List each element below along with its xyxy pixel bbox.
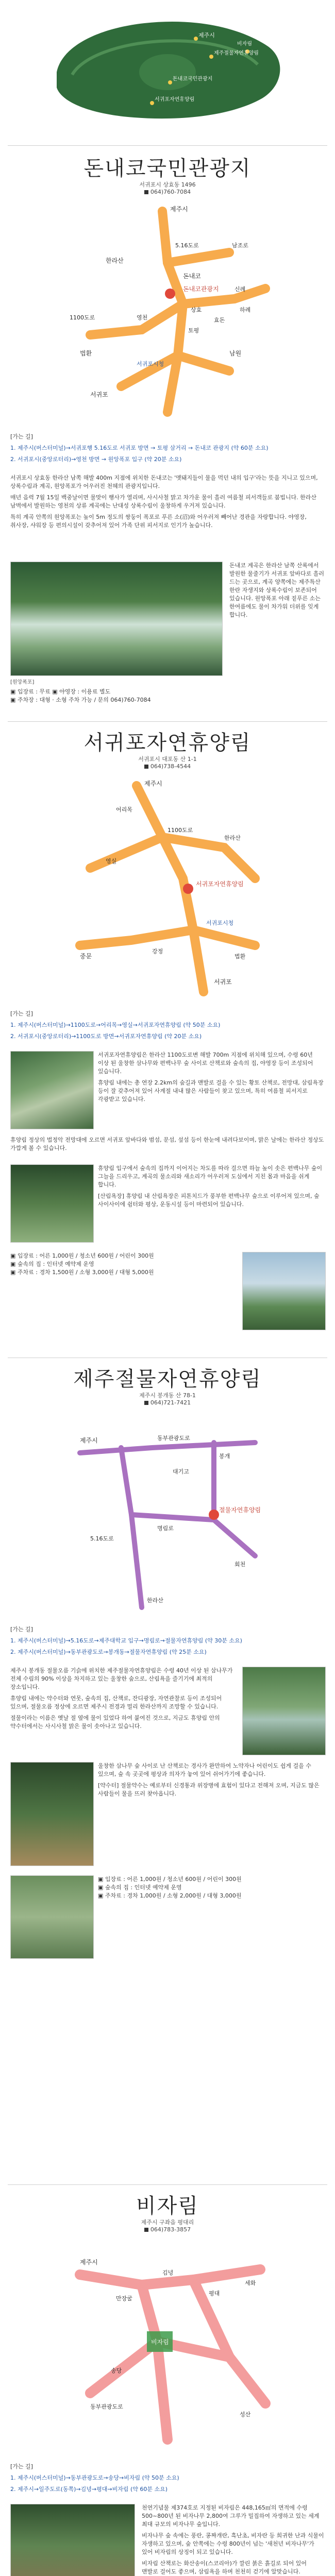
map-marker-donnaeko [168, 80, 172, 84]
svg-text:동부관광도로: 동부관광도로 [90, 2403, 123, 2410]
side-paragraph: 돈내코 계곡은 한라산 남쪽 산록에서 발원한 물줄기가 서귀포 앞바다로 흘러 드는 곳으로, 계곡 양쪽에는 제주특산 한란 자생지와 상록수림이 보존되어 있습니다. 원앙폭포 아래 짙푸른 소는 한여름에도 물이 차가워 더위를 잊게 합니다. [229, 562, 325, 618]
section-tel [0, 2226, 335, 2233]
svg-text:만장굴: 만장굴 [116, 2295, 132, 2302]
section-tel [0, 1399, 335, 1406]
direction-line: 2. 서귀포시(중앙로터리)→1100도로 방면→서귀포자연휴양림 (약 20분 소요) [10, 1033, 202, 1040]
route-map-seogwipo [59, 775, 276, 1002]
map-marker-jeolmul [209, 55, 213, 59]
svg-text:돈내코관광지: 돈내코관광지 [183, 285, 219, 293]
photo-cedar-trail [10, 1762, 94, 1866]
svg-text:영실: 영실 [106, 858, 117, 865]
svg-text:성산: 성산 [240, 2411, 251, 2418]
svg-text:어리목: 어리목 [116, 806, 132, 813]
svg-text:한라산: 한라산 [106, 257, 124, 264]
directions-block-seogwipo [10, 1010, 325, 1044]
svg-text:비자림: 비자림 [151, 2338, 169, 2346]
svg-text:제주시: 제주시 [80, 2259, 98, 2266]
section-title-bijarim: 비자림 [136, 2194, 199, 2218]
svg-text:서귀포: 서귀포 [214, 978, 232, 986]
svg-text:남조로: 남조로 [232, 242, 248, 249]
svg-text:평대: 평대 [209, 2290, 220, 2297]
fee-line: ▣ 주차료 : 경차 1,500원 / 소형 3,000원 / 대형 5,000원 [10, 1269, 154, 1276]
body-paragraph: 비자나무 숲 속에는 풍란, 콩짜개란, 흑난초, 비자란 등 희귀한 난과 식물이 자생하고 있으며, 숲 안쪽에는 수령 800년이 넘는 '새천년 비자나무'가 있어 비자림의 상징이 되고 있습니다. [142, 2532, 324, 2555]
phone-icon [144, 765, 148, 769]
direction-line: 2. 제주시(버스터미널)→동부관광도로→봉개동→절물자연휴양림 (약 25분 소요) [10, 1649, 207, 1655]
body-paragraph: 서귀포자연휴양림은 한라산 1100도로변 해발 700m 지점에 위치해 있으며, 수령 60년 이상 된 울창한 삼나무와 편백나무 숲 사이로 산책로와 숲속의 집, 야영장 등이 조성되어 있습니다. [98, 1052, 313, 1075]
svg-text:효돈: 효돈 [214, 317, 225, 324]
photo-spring [10, 1875, 94, 1959]
svg-text:돈내코: 돈내코 [183, 273, 201, 280]
phone-icon [144, 190, 148, 194]
top-map-label-3: 제주절물자연휴양림 [214, 50, 259, 56]
section-tel [0, 763, 335, 770]
svg-text:하례: 하례 [240, 307, 251, 313]
section-tel-number: 064)783-3857 [150, 2226, 191, 2233]
top-map-label-2: 서귀포자연휴양림 [155, 97, 195, 103]
svg-text:대기고: 대기고 [173, 1468, 189, 1475]
section-address: 제주시 봉개동 산 78-1 [139, 1392, 196, 1399]
section-tel-number: 064)738-4544 [150, 763, 191, 770]
body-text-seogwipo-2 [10, 1136, 325, 1156]
section-address: 서귀포시 대포동 산 1-1 [138, 756, 197, 762]
directions-block-jeolmul [10, 1625, 325, 1659]
jeju-island-map [41, 0, 294, 134]
svg-text:회천: 회천 [234, 1561, 246, 1568]
section-tel [0, 189, 335, 195]
fee-line: ▣ 입장료 : 어른 1,000원 / 청소년 600원 / 어린이 300원 [98, 1876, 242, 1883]
svg-text:서귀포시청: 서귀포시청 [137, 361, 164, 367]
fee-list-jeolmul [98, 1875, 325, 1900]
svg-text:영천: 영천 [137, 314, 148, 321]
body-text-jeolmul [10, 1667, 237, 1734]
directions-block-bijarim [10, 2463, 325, 2497]
svg-text:제주시: 제주시 [80, 1437, 98, 1444]
fee-line: ▣ 숲속의 집 : 인터넷 예약제 운영 [98, 1884, 182, 1891]
svg-text:법환: 법환 [234, 953, 246, 960]
fee-list-seogwipo [10, 1252, 237, 1277]
direction-line: 1. 제주시(버스터미널)→동부관광도로→송당→비자림 (약 50분 소요) [10, 2475, 179, 2481]
body-paragraph: 서귀포시 상효동 한라산 남쪽 해발 400m 지점에 위치한 돈내코는 '멧돼지들이 물을 먹던 내의 입구'라는 뜻을 지니고 있으며, 상록수림과 계곡, 원앙폭포가 어우러진 천혜의 관광지입니다. [10, 474, 318, 489]
body-paragraph: 특히 계곡 안쪽의 원앙폭포는 높이 5m 정도의 쌍둥이 폭포로 푸른 소(沼)와 어우러져 빼어난 경관을 자랑합니다. 야영장, 취사장, 샤워장 등 편의시설이 갖추어져 있어 가족 단위 피서지로 인기가 높습니다. [10, 514, 307, 529]
section-tel-number: 064)721-7421 [150, 1399, 191, 1406]
photo-waterfall [10, 562, 223, 676]
photo-observatory [242, 1252, 326, 1330]
top-map-label-1: 돈내코국민관광지 [173, 76, 213, 82]
svg-text:한라산: 한라산 [147, 1597, 163, 1604]
section-title-donnaeko: 돈내코국민관광지 [83, 157, 252, 180]
route-map-jeolmul [59, 1412, 276, 1618]
fee-line: ▣ 숲속의 집 : 인터넷 예약제 운영 [10, 1261, 94, 1267]
svg-text:한라산: 한라산 [224, 835, 241, 841]
svg-text:김녕: 김녕 [162, 2269, 174, 2276]
body-paragraph: 휴양림 내에는 총 연장 2.2km의 숲길과 맨발로 걸을 수 있는 황토 산책로, 전망대, 삼림욕장 등이 잘 갖추어져 있어 사계절 내내 많은 사람들이 찾고 있으며, 특히 여름철 피서지로 각광받고 있습니다. [98, 1079, 324, 1103]
side-paragraph: 휴양림 입구에서 숲속의 집까지 이어지는 차도를 따라 걸으면 하늘 높이 솟은 편백나무 숲이 그늘을 드리우고, 계곡의 물소리와 새소리가 어우러져 도심에서 지친 몸과 마음을 쉬게 합니다. [98, 1165, 323, 1188]
photo-forest-path [10, 1051, 94, 1129]
photo-cedar-forest [10, 1164, 94, 1243]
svg-text:제주시: 제주시 [170, 206, 188, 213]
svg-text:제주시: 제주시 [144, 780, 162, 787]
side-paragraph: 울창한 삼나무 숲 사이로 난 산책로는 경사가 완만하여 노약자나 어린이도 쉽게 걸을 수 있으며, 숲 속 곳곳에 평상과 의자가 놓여 있어 쉬어가기에 좋습니다. [98, 1762, 311, 1777]
directions-label: [가는 길] [10, 2463, 33, 2470]
body-paragraph: 천연기념물 제374호로 지정된 비자림은 448,165㎡의 면적에 수령 500~800년 된 비자나무 2,800여 그루가 밀집하여 자생하고 있는 세계 최대 규모의 비자나무 숲입니다. [142, 2504, 320, 2528]
fee-line: ▣ 입장료 : 어른 1,000원 / 청소년 600원 / 어린이 300원 [10, 1252, 154, 1259]
side-text-donnaeko [229, 562, 325, 622]
svg-text:5.16도로: 5.16도로 [175, 242, 199, 249]
body-paragraph: 매년 음력 7월 15일 백중날이면 물맞이 행사가 열리며, 사시사철 맑고 차가운 물이 흘러 여름철 피서객들로 붐빕니다. 한라산 남벽에서 발원하는 영천의 상류 계곡에는 난대성 상록수림이 울창하게 우거져 있습니다. [10, 494, 316, 509]
directions-block-donnaeko [10, 433, 325, 467]
body-text-donnaeko [10, 474, 325, 533]
section-address: 제주시 구좌읍 평대리 [141, 2219, 194, 2226]
photo-bijarim-forest [10, 2504, 135, 2576]
phone-icon [144, 2228, 148, 2232]
svg-text:송당: 송당 [111, 2367, 122, 2374]
route-map-donnaeko [59, 201, 276, 422]
svg-text:명림로: 명림로 [157, 1525, 174, 1532]
section-divider [8, 721, 327, 722]
top-map-label-0: 제주시 [198, 32, 215, 39]
photo-caption: [원앙폭포] [10, 680, 35, 685]
body-text-bijarim [142, 2504, 325, 2576]
section-tel-number: 064)760-7084 [150, 189, 191, 195]
body-paragraph: 휴양림 정상의 법정악 전망대에 오르면 서귀포 앞바다와 범섬, 문섬, 섶섬 등이 한눈에 내려다보이며, 맑은 날에는 한라산 정상도 가깝게 볼 수 있습니다. [10, 1137, 324, 1151]
svg-text:봉개: 봉개 [219, 1453, 230, 1460]
svg-text:신례: 신례 [234, 286, 246, 293]
svg-text:강정: 강정 [152, 948, 163, 955]
body-paragraph: 비자림 산책로는 화산송이(스코리아)가 깔린 붉은 흙길로 되어 있어 맨발로 걸어도 좋으며, 삼림욕을 하며 천천히 걷기에 알맞습니다. [142, 2560, 307, 2575]
section-divider [8, 2184, 327, 2185]
body-paragraph: 휴양림 내에는 약수터와 연못, 숲속의 집, 산책로, 잔디광장, 자연관찰로 등이 조성되어 있으며, 절물오름 정상에 오르면 제주시 전경과 멀리 한라산까지 조망할 수 있습니다. [10, 1695, 222, 1710]
svg-text:토평: 토평 [188, 327, 199, 334]
svg-text:서귀포: 서귀포 [90, 391, 108, 398]
svg-text:남원: 남원 [229, 350, 242, 357]
body-text-seogwipo [98, 1051, 325, 1107]
direction-line: 2. 서귀포시(중앙로터리)→영천 방면 → 원앙폭포 입구 (약 20분 소요) [10, 456, 182, 463]
svg-text:1100도로: 1100도로 [70, 314, 95, 321]
direction-line: 1. 제주시(버스터미널)→1100도로→어리목→영실→서귀포자연휴양림 (약 50분 소요) [10, 1022, 221, 1028]
svg-text:절물자연휴양림: 절물자연휴양림 [219, 1506, 261, 1514]
body-paragraph: 제주시 봉개동 절물오름 기슭에 위치한 제주절물자연휴양림은 수령 40년 이상 된 삼나무가 전체 수림의 90% 이상을 차지하고 있는 울창한 숲으로, 산림욕을 즐기기에 최적의 장소입니다. [10, 1667, 233, 1690]
svg-text:동부관광도로: 동부관광도로 [157, 1435, 190, 1442]
svg-text:서귀포시청: 서귀포시청 [206, 920, 234, 926]
directions-label: [가는 길] [10, 1010, 33, 1017]
directions-label: [가는 길] [10, 433, 33, 440]
phone-icon [144, 1401, 148, 1405]
svg-text:중문: 중문 [80, 953, 92, 960]
svg-text:세화: 세화 [245, 2280, 256, 2286]
map-marker-seogwipo [150, 101, 154, 105]
svg-text:5.16도로: 5.16도로 [90, 1535, 114, 1542]
svg-text:법환: 법환 [80, 350, 92, 357]
route-map-bijarim [59, 2239, 276, 2455]
side-text-seogwipo [98, 1164, 325, 1212]
directions-label: [가는 길] [10, 1626, 33, 1633]
fee-list-donnaeko [10, 688, 325, 704]
direction-line: 1. 제주시(버스터미널)→5.16도로→제주대학교 입구→명림로→절물자연휴양림 (약 30분 소요) [10, 1637, 242, 1644]
svg-text:1100도로: 1100도로 [167, 827, 193, 834]
side-text-jeolmul [98, 1762, 325, 1801]
map-marker-jeju [194, 37, 198, 41]
photo-jeolmul-pond [242, 1667, 326, 1755]
svg-text:상효: 상효 [191, 307, 202, 313]
section-title-seogwipo: 서귀포자연휴양림 [83, 731, 252, 755]
fee-line: ▣ 주차장 : 대형 · 소형 주차 가능 / 문의 064)760-7084 [10, 697, 151, 703]
side-paragraph: [산림욕장] 휴양림 내 산림욕장은 피톤치드가 풍부한 편백나무 숲으로 이루어져 있으며, 숲 사이사이에 쉼터와 평상, 운동시설 등이 마련되어 있습니다. [98, 1193, 320, 1208]
direction-line: 1. 제주시(버스터미널)→서귀포행 5.16도로 서귀포 방면 → 토평 삼거리 → 돈내코 관광지 (약 60분 소요) [10, 445, 269, 451]
direction-line: 2. 제주시→일주도로(동쪽)→김녕→평대→비자림 (약 60분 소요) [10, 2486, 168, 2493]
fee-line: ▣ 주차료 : 경차 1,000원 / 소형 2,000원 / 대형 3,000원 [98, 1892, 242, 1899]
section-divider [8, 145, 327, 146]
body-paragraph: 절물이라는 이름은 옛날 절 옆에 물이 있었다 하여 붙여진 것으로, 지금도 휴양림 안의 약수터에서는 사시사철 맑은 물이 솟아나고 있습니다. [10, 1715, 220, 1730]
section-address: 서귀포시 상효동 1496 [139, 181, 196, 188]
side-paragraph: [약수터] 절물약수는 예로부터 신경통과 위장병에 효험이 있다고 전해져 오며, 지금도 많은 사람들이 물을 뜨러 찾아옵니다. [98, 1782, 320, 1797]
svg-text:서귀포자연휴양림: 서귀포자연휴양림 [196, 880, 244, 888]
section-title-jeolmul: 제주절물자연휴양림 [73, 1367, 262, 1391]
fee-line: ▣ 입장료 : 무료 ▣ 야영장 : 이용료 별도 [10, 688, 111, 695]
top-map-label-4: 비자림 [237, 41, 252, 47]
